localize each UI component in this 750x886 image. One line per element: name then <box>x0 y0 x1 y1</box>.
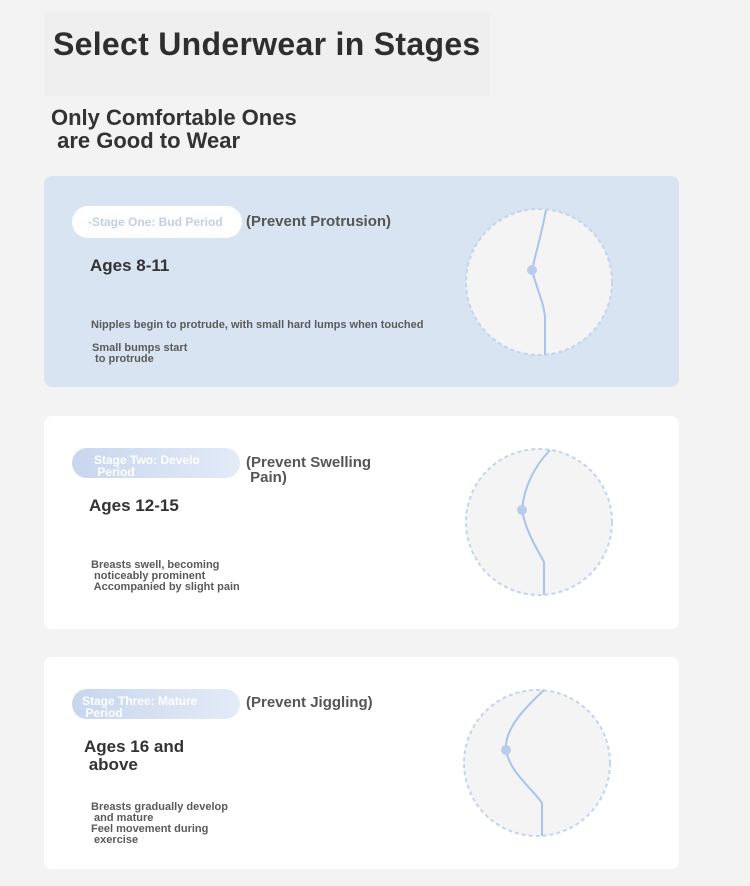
page-subtitle: Only Comfortable Ones are Good to Wear <box>51 105 297 153</box>
stage-card-mature <box>44 657 679 869</box>
stage-description: Breasts swell, becoming noticeably prominent Accompanied by slight pain <box>91 559 240 593</box>
profile-circle <box>466 449 612 595</box>
stage-card-developing <box>44 416 679 629</box>
stage-card-bud <box>44 176 679 387</box>
stage-ages: Ages 8-11 <box>90 256 170 275</box>
stage-ages: Ages 12-15 <box>89 496 179 515</box>
stage-label-badge: -Stage One: Bud Period <box>72 206 242 238</box>
breast-profile-illustration <box>462 688 612 838</box>
stage-description: Nipples begin to protrude, with small hard lumps when touched <box>91 319 424 331</box>
breast-profile-illustration <box>464 207 614 357</box>
stage-description-secondary: Small bumps start to protrude <box>92 342 188 365</box>
stage-prevent-note: (Prevent Swelling Pain) <box>246 454 372 486</box>
nipple-dot <box>517 505 527 515</box>
nipple-dot <box>527 265 537 275</box>
stage-prevent-note: (Prevent Protrusion) <box>246 213 392 230</box>
stage-description: Breasts gradually develop and mature Feel movement during exercise <box>91 801 228 846</box>
breast-profile-illustration <box>464 447 614 597</box>
stage-prevent-note: (Prevent Jiggling) <box>246 694 373 711</box>
profile-circle <box>464 690 610 836</box>
nipple-dot <box>501 745 511 755</box>
stage-label-badge: Stage Three: Mature Period <box>72 689 240 719</box>
stage-label-badge: Stage Two: Develo Period <box>72 448 240 478</box>
stage-ages: Ages 16 and above <box>84 737 185 774</box>
profile-circle <box>466 209 612 355</box>
page-title: Select Underwear in Stages <box>53 26 481 62</box>
